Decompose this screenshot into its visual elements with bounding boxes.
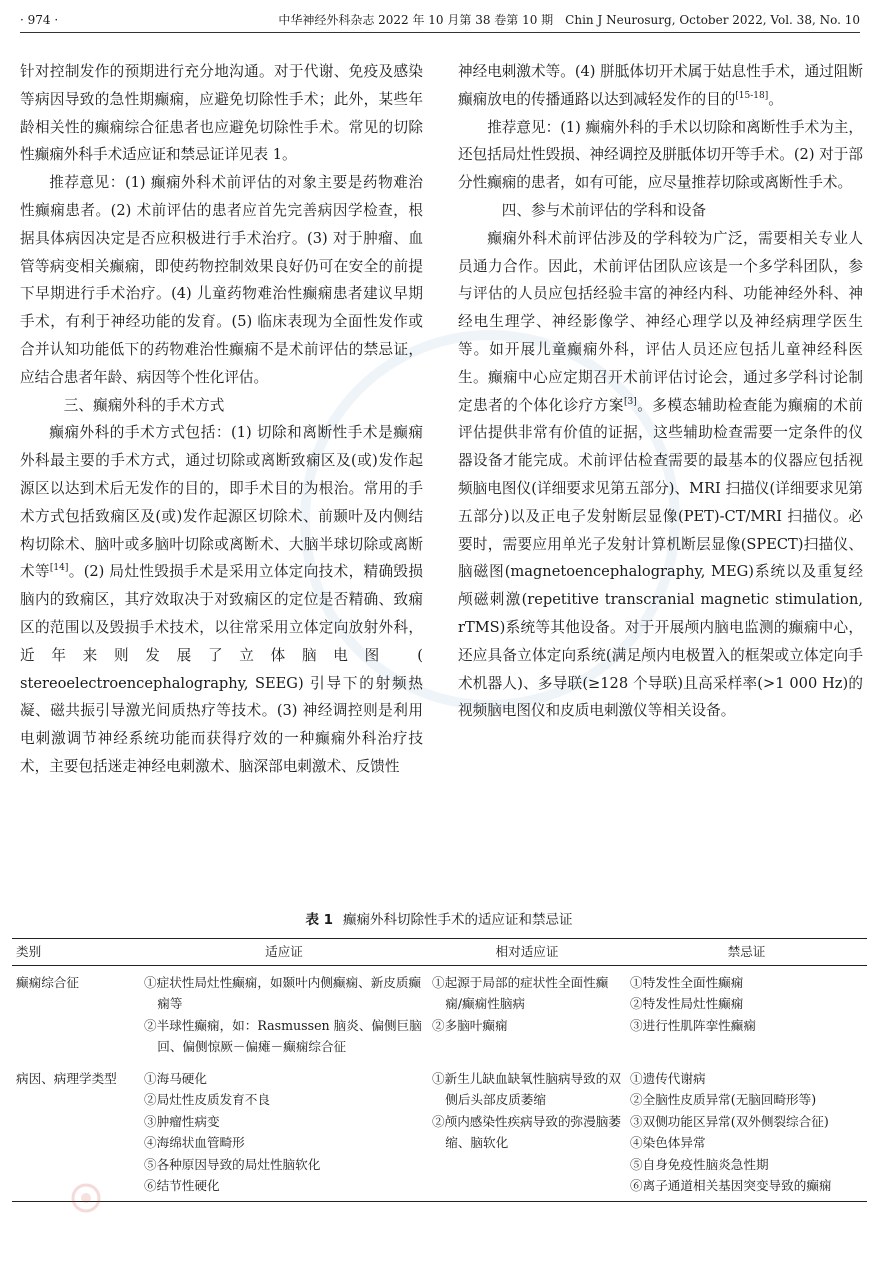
section-heading-3: 三、癫痫外科的手术方式 bbox=[63, 396, 225, 414]
right-column bbox=[458, 58, 863, 725]
paragraph-surgery-methods bbox=[20, 419, 423, 780]
running-header bbox=[20, 10, 860, 33]
table-header-row bbox=[12, 939, 867, 966]
header-contraindications: 禁忌证 bbox=[626, 939, 867, 966]
section-heading-4: 四、参与术前评估的学科和设备 bbox=[501, 201, 707, 219]
page-number: · 974 · bbox=[20, 13, 59, 27]
cell-relative bbox=[428, 1062, 626, 1202]
list-item: ②多脑叶癫痫 bbox=[432, 1017, 508, 1033]
cell-indications bbox=[140, 965, 428, 1062]
list-item: ④染色体异常 bbox=[630, 1135, 706, 1150]
list-item: ①新生儿缺血缺氧性脑病导致的双侧后头部皮质萎缩 bbox=[432, 1070, 621, 1107]
list-item: ⑥离子通道相关基因突变导致的癫痫 bbox=[630, 1178, 832, 1193]
paragraph bbox=[458, 58, 863, 114]
table-caption bbox=[0, 910, 878, 930]
cell-contra bbox=[626, 1062, 867, 1202]
list-item: ⑥结节性硬化 bbox=[144, 1178, 220, 1193]
paragraph-recommendation: 推荐意见：(1) 癫痫外科的手术以切除和离断性手术为主，还包括局灶性毁损、神经调控及胼胝体切开等手术。(2) 对于部分性癫痫的患者，如有可能，应尽量推荐切除或离断性手术。 bbox=[458, 118, 863, 192]
cell-contra bbox=[626, 965, 867, 1062]
list-item: ⑤各种原因导致的局灶性脑软化 bbox=[144, 1156, 321, 1172]
paragraph: 针对控制发作的预期进行充分地沟通。对于代谢、免疫及感染等病因导致的急性期癫痫，应避免切除性手术；此外，某些年龄相关性的癫痫综合征患者也应避免切除性手术。常见的切除性癫痫外科手术适应证和禁忌证详见表 1。 bbox=[20, 63, 423, 164]
list-item: ①海马硬化 bbox=[144, 1070, 207, 1086]
list-item: ①遗传代谢病 bbox=[630, 1070, 706, 1086]
list-item: ⑤自身免疫性脑炎急性期 bbox=[630, 1156, 769, 1172]
indications-table bbox=[12, 938, 867, 1202]
reference-citation[interactable]: [15-18] bbox=[735, 90, 769, 101]
list-item: ②特发性局灶性癫痫 bbox=[630, 996, 744, 1011]
reference-citation[interactable]: [14] bbox=[49, 563, 69, 574]
left-column bbox=[20, 58, 423, 781]
text-run: 。多模态辅助检查能为癫痫的术前评估提供非常有价值的证据，这些辅助检查需要一定条件的仪器设备才能完成。术前评估检查需要的最基本的仪器应包括视频脑电图仪(详细要求见第五部分)、MRI 扫描仪(详细要求见第五部分)以及正电子发射断层显像(PET)-CT/MRI 扫描仪。必要时，需要应用单光子发射计算机断层显像(SPECT)扫描仪、脑磁图(magnetoencephalography, MEG)系统以及重复经颅磁刺激(repetitive transcranial magnetic stimulation, rTMS)系统等其他设备。对于开展颅内脑电监测的癫痫中心，还应具备立体定向系统(满足颅内电极置入的框架或立体定向手术机器人)、多导联(≥128 个导联)且高采样率(>1 000 Hz)的视频脑电图仪和皮质电刺激仪等相关设备。 bbox=[458, 396, 863, 720]
reference-citation[interactable]: [3] bbox=[623, 396, 637, 407]
cell-indications bbox=[140, 1062, 428, 1202]
text-run: 癫痫外科术前评估涉及的学科较为广泛，需要相关专业人员通力合作。因此，术前评估团队应该是一个多学科团队，参与评估的人员应包括经验丰富的神经内科、功能神经外科、神经电生理学、神经影像学、神经心理学以及神经病理学医生等。如开展儿童癫痫外科，评估人员还应包括儿童神经科医生。癫痫中心应定期召开术前评估讨论会，通过多学科讨论制定患者的个体化诊疗方案 bbox=[458, 229, 863, 414]
cell-relative bbox=[428, 965, 626, 1062]
list-item: ②半球性癫痫，如：Rasmussen 脑炎、偏侧巨脑回、偏侧惊厥－偏瘫－癫痫综合征 bbox=[144, 1017, 422, 1054]
list-item: ③进行性肌阵挛性癫痫 bbox=[630, 1017, 756, 1033]
list-item: ①起源于局部的症状性全面性癫痫/癫痫性脑病 bbox=[432, 974, 609, 1011]
header-category: 类别 bbox=[12, 939, 140, 966]
journal-citation: 中华神经外科杂志 2022 年 10 月第 38 卷第 10 期 Chin J Neurosurg, October 2022, Vol. 38, No. 10 bbox=[278, 13, 860, 27]
text-run: 。(2) 局灶性毁损手术是采用立体定向技术，精确毁损脑内的致痫区，其疗效取决于对致痫区的定位是否精确、致痫区的范围以及毁损手术技术，以往常采用立体定向放射外科，近年来则发展了立体脑电图 ( stereoelectroencephalography, SEEG) 引导下的射频热凝、磁共振引导激光间质热疗等技术。(3) 神经调控则是利用电刺激调节神经系统功能而获得疗效的一种癫痫外科治疗技术，主要包括迷走神经电刺激术、脑深部电刺激术、反馈性 bbox=[20, 563, 423, 775]
header-relative-indications: 相对适应证 bbox=[428, 939, 626, 966]
text-run: 神经电刺激术等。(4) 胼胝体切开术属于姑息性手术，通过阻断癫痫放电的传播通路以达到减轻发作的目的 bbox=[458, 63, 863, 108]
paragraph-recommendation: 推荐意见：(1) 癫痫外科术前评估的对象主要是药物难治性癫痫患者。(2) 术前评估的患者应首先完善病因学检查，根据具体病因决定是否应积极进行手术治疗。(3) 对于肿瘤、血管等病变相关癫痫，即使药物控制效果良好仍可在安全的前提下早期进行手术治疗。(4) 儿童药物难治性癫痫患者建议早期手术，有利于神经功能的发育。(5) 临床表现为全面性发作或合并认知功能低下的药物难治性癫痫不是术前评估的禁忌证，应结合患者年龄、病因等个性化评估。 bbox=[20, 174, 423, 386]
header-indications: 适应证 bbox=[140, 939, 428, 966]
text-run: 癫痫外科的手术方式包括：(1) 切除和离断性手术是癫痫外科最主要的手术方式，通过切除或离断致痫区及(或)发作起源区以达到术后无发作的目的，即手术目的为根治。常用的手术方式包括致痫区及(或)发作起源区切除术、前颞叶及内侧结构切除术、脑叶或多脑叶切除或离断术、大脑半球切除或离断术等 bbox=[20, 424, 423, 581]
list-item: ①特发性全面性癫痫 bbox=[630, 974, 744, 990]
text-run: 。 bbox=[768, 90, 783, 108]
table-row bbox=[12, 1062, 867, 1202]
list-item: ②颅内感染性疾病导致的弥漫脑萎缩、脑软化 bbox=[432, 1113, 621, 1150]
table-title: 癫痫外科切除性手术的适应证和禁忌证 bbox=[343, 912, 573, 928]
paragraph-disciplines bbox=[458, 225, 863, 725]
table-row bbox=[12, 965, 867, 1062]
table-label: 表 1 bbox=[305, 912, 334, 928]
list-item: ④海绵状血管畸形 bbox=[144, 1135, 245, 1150]
list-item: ③双侧功能区异常(双外侧裂综合征) bbox=[630, 1113, 829, 1129]
cell-category: 癫痫综合征 bbox=[16, 974, 79, 990]
list-item: ①症状性局灶性癫痫，如颞叶内侧癫痫、新皮质癫痫等 bbox=[144, 974, 422, 1011]
list-item: ③肿瘤性病变 bbox=[144, 1113, 220, 1129]
list-item: ②局灶性皮质发育不良 bbox=[144, 1092, 270, 1107]
cell-category: 病因、病理学类型 bbox=[12, 1062, 140, 1202]
list-item: ②全脑性皮质异常(无脑回畸形等) bbox=[630, 1092, 817, 1107]
